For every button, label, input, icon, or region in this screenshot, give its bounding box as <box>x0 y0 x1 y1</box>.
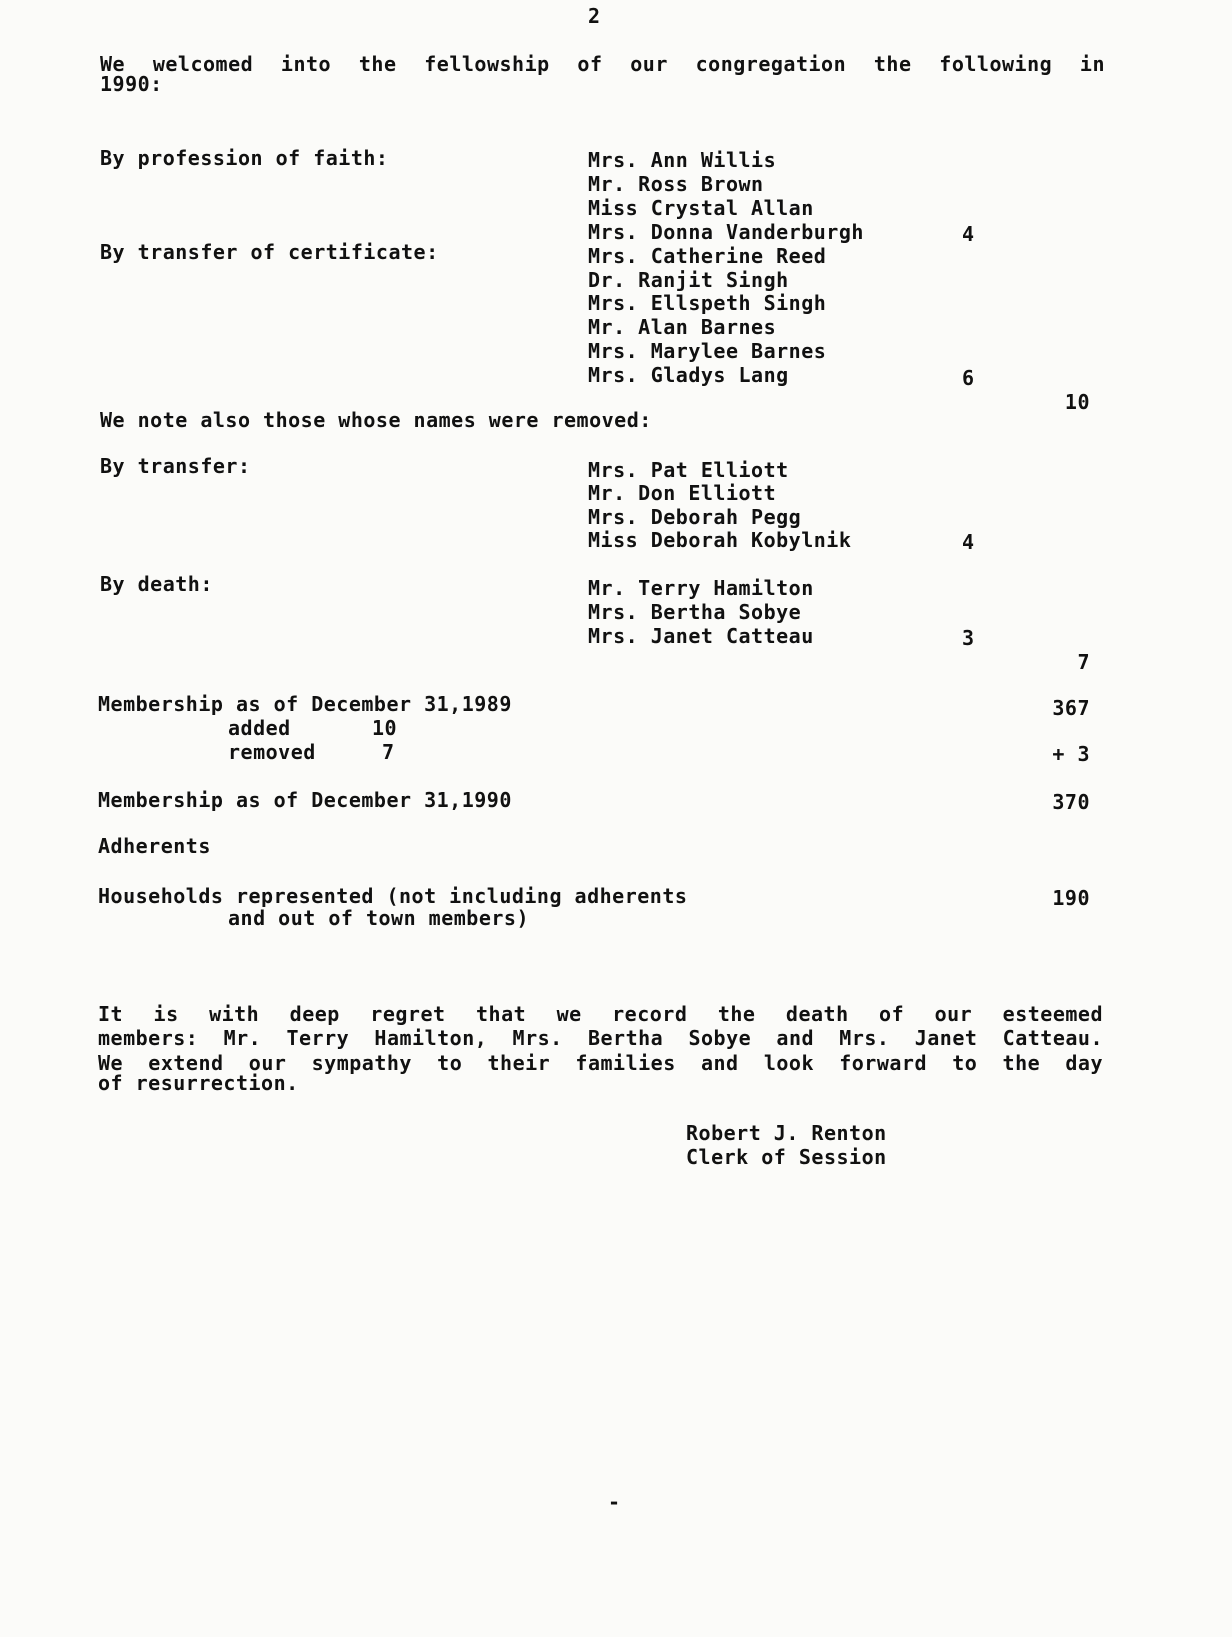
membership-added-label: added <box>228 716 291 740</box>
membership-added-value: 10 <box>372 716 398 740</box>
profession-count: 4 <box>962 222 975 246</box>
transfer-name: Dr. Ranjit Singh <box>588 268 789 292</box>
membership-start-value: 367 <box>1052 696 1090 720</box>
transfer-name: Mrs. Marylee Barnes <box>588 339 827 363</box>
death-name: Mrs. Janet Catteau <box>588 624 814 648</box>
transfer-name: Mrs. Gladys Lang <box>588 363 789 387</box>
membership-net-change: + 3 <box>1052 742 1090 766</box>
page-number: 2 <box>588 4 601 28</box>
membership-end-value: 370 <box>1052 790 1090 814</box>
intro-line-1: We welcomed into the fellowship of our congregation the following in <box>100 52 1105 76</box>
closing-line-1: It is with deep regret that we record the death of our esteemed <box>98 1002 1103 1026</box>
profession-name: Mr. Ross Brown <box>588 172 764 196</box>
death-name: Mrs. Bertha Sobye <box>588 600 802 624</box>
removed-total: 7 <box>1077 650 1090 674</box>
households-value: 190 <box>1052 886 1090 910</box>
transfer-name: Mrs. Catherine Reed <box>588 244 827 268</box>
removed-transfer-name: Miss Deborah Kobylnik <box>588 528 852 552</box>
households-label-line-1: Households represented (not including adherents <box>98 884 688 908</box>
removed-heading: We note also those whose names were removed: <box>100 408 652 432</box>
transfer-name: Mrs. Ellspeth Singh <box>588 291 827 315</box>
membership-removed-label: removed <box>228 740 316 764</box>
closing-line-2: members: Mr. Terry Hamilton, Mrs. Bertha Sobye and Mrs. Janet Catteau. <box>98 1026 1103 1050</box>
profession-label: By profession of faith: <box>100 146 389 170</box>
removed-transfer-count: 4 <box>962 530 975 554</box>
intro-line-2: 1990: <box>100 72 163 96</box>
signature-title: Clerk of Session <box>686 1145 887 1169</box>
removed-transfer-label: By transfer: <box>100 454 251 478</box>
membership-removed-value: 7 <box>382 740 395 764</box>
removed-transfer-name: Mr. Don Elliott <box>588 481 777 505</box>
closing-line-4: of resurrection. <box>98 1071 299 1095</box>
signature-name: Robert J. Renton <box>686 1121 887 1145</box>
closing-line-3: We extend our sympathy to their families and look forward to the day <box>98 1051 1103 1075</box>
membership-start-label: Membership as of December 31,1989 <box>98 692 512 716</box>
death-name: Mr. Terry Hamilton <box>588 576 814 600</box>
death-count: 3 <box>962 626 975 650</box>
profession-name: Mrs. Ann Willis <box>588 148 777 172</box>
membership-end-label: Membership as of December 31,1990 <box>98 788 512 812</box>
profession-name: Miss Crystal Allan <box>588 196 814 220</box>
added-total: 10 <box>1064 390 1090 414</box>
footer-mark: - <box>608 1490 621 1514</box>
death-label: By death: <box>100 572 213 596</box>
removed-transfer-name: Mrs. Pat Elliott <box>588 458 789 482</box>
removed-transfer-name: Mrs. Deborah Pegg <box>588 505 802 529</box>
households-label-line-2: and out of town members) <box>228 906 529 930</box>
transfer-count: 6 <box>962 366 975 390</box>
profession-name: Mrs. Donna Vanderburgh <box>588 220 864 244</box>
transfer-certificate-label: By transfer of certificate: <box>100 240 439 264</box>
adherents-label: Adherents <box>98 834 211 858</box>
transfer-name: Mr. Alan Barnes <box>588 315 777 339</box>
